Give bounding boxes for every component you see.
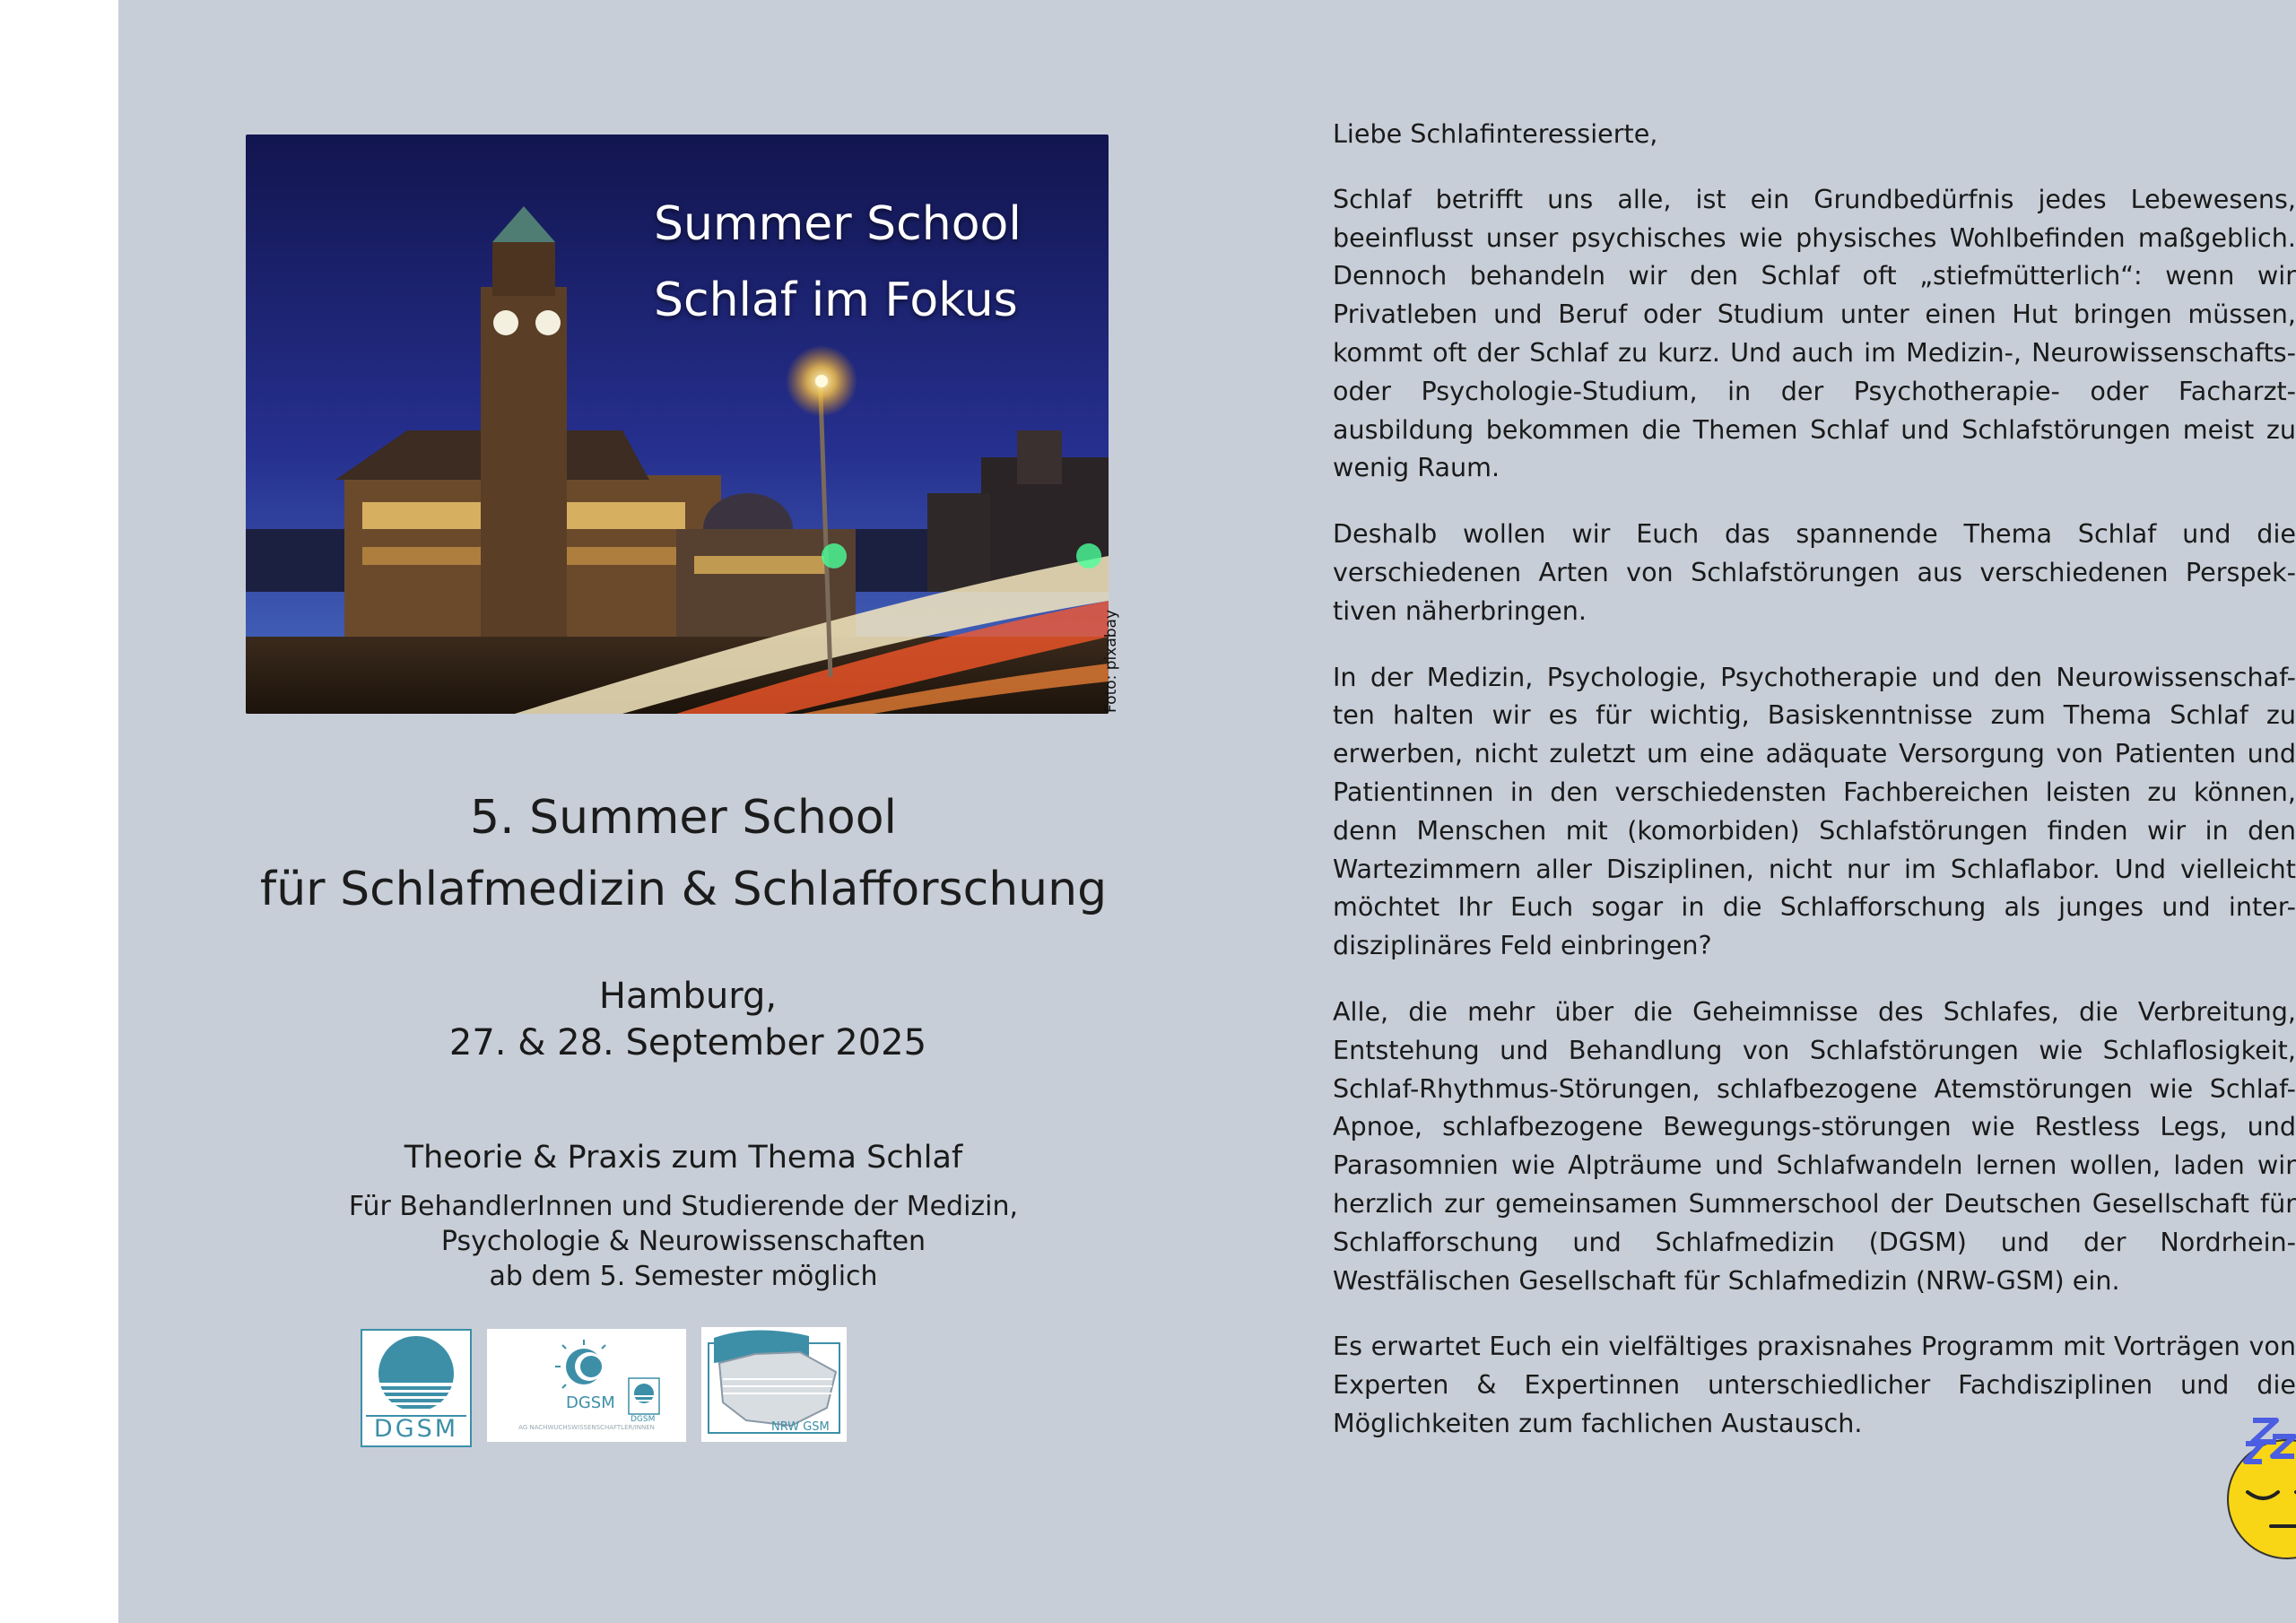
letter-paragraph-2: Deshalb wollen wir Euch das spannende Thema Schlaf und die verschiedenen Arten von Schlafstörungen aus verschiedenen Perspek-tiven näherbringen.: [1333, 518, 2296, 626]
letter-paragraph-4: Alle, die mehr über die Geheimnisse des Schlafes, die Verbreitung, Entstehung und Behandlung von Schlafstörungen wie Schlaflosigkeit, Schlaf-Rhythmus-Störungen, schlafbezogene Atemstörungen wie Schlaf-Apnoe, schlafbezogene Bewegungs-störungen wie Restless Legs, und Parasomnien wie Alpträume und Schlafwandeln lernen wollen, laden wir herzlich zur gemeinsamen Summerschool der Deutschen Gesellschaft für Schlafforschung und Schlafmedizin (DGSM) und der Nordrhein-Westfälischen Gesellschaft für Schlafmedizin (NRW-GSM) ein.: [1333, 995, 2296, 1296]
dgsm-logo: [361, 1329, 472, 1447]
sleeping-face-icon: [2219, 1410, 2296, 1562]
dgsm-ag-logo: [487, 1329, 686, 1442]
event-title-line1: 5. Summer School: [470, 791, 897, 845]
letter-paragraph-3: In der Medizin, Psychologie, Psychotherapie und den Neurowissenschaf-ten halten wir es für wichtig, Basiskenntnisse zum Thema Schlaf zu erwerben, nicht zuletzt um eine adäquate Versorgung von Patienten und Patientinnen in den verschiedensten Fachbereichen leisten zu können, denn Menschen mit (komorbiden) Schlafstörungen finden wir in den Wartezimmern aller Disziplinen, nicht nur im Schlaflabor. Und vielleicht möchtet Ihr Euch sogar in die Schlafforschung als junges und inter-disziplinäres Feld einbringen?: [1333, 661, 2296, 961]
event-date: 27. & 28. September 2025: [448, 1022, 927, 1063]
event-theme: Theorie & Praxis zum Thema Schlaf: [404, 1140, 963, 1176]
photo-credit: Foto: pixabay: [1102, 609, 1120, 713]
letter-paragraph-1: Schlaf betrifft uns alle, ist ein Grundbedürfnis jedes Lebewesens, beeinflusst unser psychisches wie physisches Wohlbefinden maßgeblich. Dennoch behandeln wir den Schlaf oft „stiefmütterlich“: wenn wir Privatleben und Beruf oder Studium unter einen Hut bringen müssen, kommt oft der Schlaf zu kurz. Und auch im Medizin-, Neurowissenschafts- oder Psychologie-Studium, in der Psychotherapie- oder Facharzt-ausbildung bekommen die Themen Schlaf und Schlafstörungen meist zu wenig Raum.: [1333, 183, 2296, 483]
dgsm-ag-logo-text: DGSM: [566, 1393, 615, 1412]
dgsm-logo-text: DGSM: [373, 1415, 459, 1443]
nrw-gsm-logo-text: NRW GSM: [771, 1420, 830, 1434]
hero-title: [654, 187, 1022, 339]
letter-greeting: Liebe Schlafinteressierte,: [1333, 118, 1658, 149]
event-place: Hamburg,: [598, 976, 778, 1017]
audience-line3: ab dem 5. Semester möglich: [489, 1261, 878, 1292]
hero-photo: [246, 135, 1109, 714]
audience-line2: Psychologie & Neurowissenschaften: [440, 1226, 926, 1257]
flyer-page: [118, 0, 2296, 1623]
letter-paragraph-5: Es erwartet Euch ein vielfältiges praxisnahes Programm mit Vorträgen von Experten & Expertinnen unterschiedlicher Fachdisziplinen und die Möglichkeiten zum fachlichen Austausch.: [1333, 1331, 2296, 1438]
dgsm-ag-caption: AG NACHWUCHSWISSENSCHAFTLER/INNEN: [518, 1424, 655, 1431]
event-audience: [246, 1189, 1121, 1294]
event-title: [246, 782, 1121, 925]
nrw-gsm-logo: [701, 1327, 847, 1442]
audience-line1: Für BehandlerInnen und Studierende der Medizin,: [348, 1191, 1019, 1222]
event-date-place: [246, 973, 1130, 1066]
welcome-letter: [1333, 115, 2296, 1471]
dgsm-ag-logo-small-text: DGSM: [631, 1415, 656, 1424]
event-title-line2: für Schlafmedizin & Schlafforschung: [259, 863, 1108, 916]
hero-title-line1: Summer School: [654, 197, 1022, 251]
hero-title-line2: Schlaf im Fokus: [654, 273, 1018, 327]
